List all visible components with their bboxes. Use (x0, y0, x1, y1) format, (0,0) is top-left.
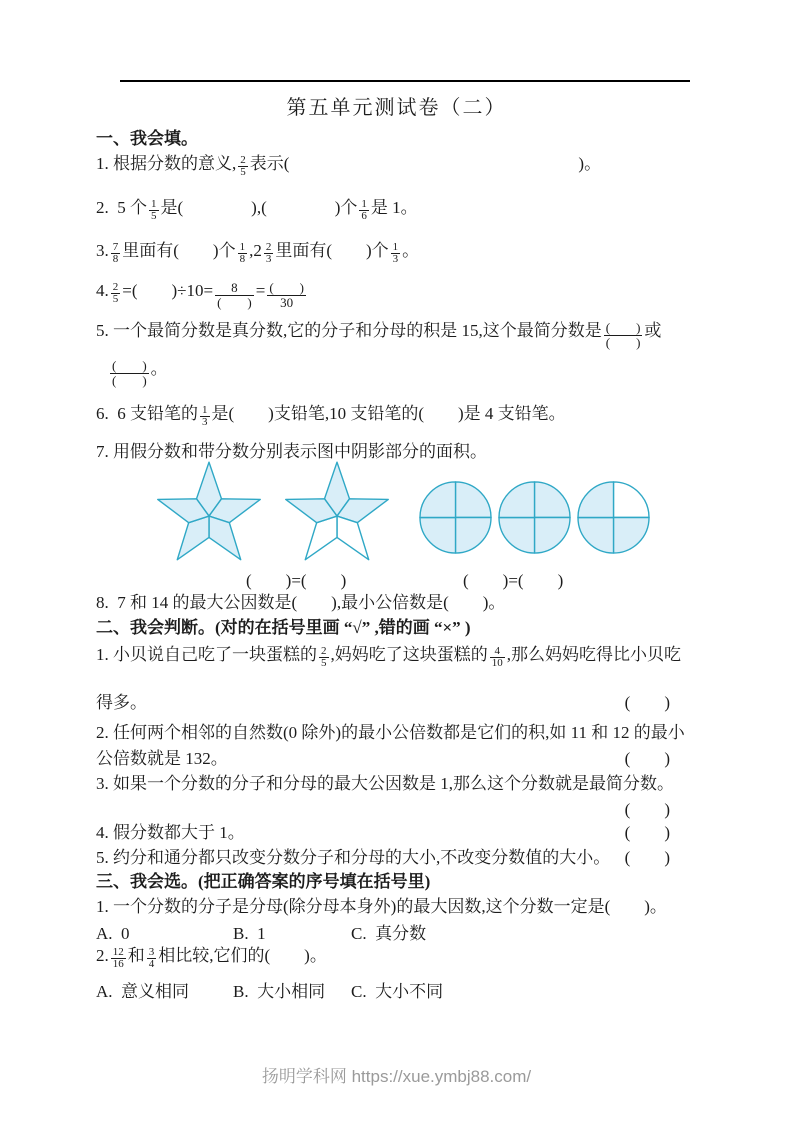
fraction (391, 242, 401, 266)
fraction (264, 242, 274, 266)
fraction-denominator: 3 (392, 253, 399, 266)
judge-question-2-line2 (96, 748, 700, 769)
fill-question-6 (96, 403, 700, 429)
question-text: 2. 5 个 (96, 198, 147, 217)
fraction-numerator: ( ) (269, 280, 305, 296)
option-b: B. 大小相同 (233, 982, 326, 1001)
question-text: 1. 一个分数的分子是分母(除分母本身外)的最大因数,这个分数一定是( )。 (96, 897, 667, 916)
question-text: 2. (96, 946, 109, 965)
fraction-numerator: 3 (148, 945, 155, 958)
fraction-denominator: 30 (280, 295, 294, 311)
circle-quarter (578, 518, 614, 554)
fraction-numerator: 1 (239, 240, 246, 253)
fraction-denominator: ( ) (112, 373, 147, 389)
fraction-denominator: 8 (112, 253, 119, 266)
question-text: 里面有( )个 (275, 241, 389, 260)
fraction-denominator: ( ) (605, 335, 641, 351)
fill-question-2 (96, 197, 700, 223)
fraction-denominator: 3 (265, 253, 272, 266)
question-text: 5. 一个最简分数是真分数,它的分子和分母的积是 15,这个最简分数是 (96, 321, 602, 340)
question-text: 6. 6 支铅笔的 (96, 404, 198, 423)
fraction-denominator: 6 (361, 210, 367, 223)
circle-quarter (420, 518, 456, 554)
question-text: ,那么妈妈吃得比小贝吃 (506, 645, 681, 664)
question-text: 是( ),( )个 (160, 198, 358, 217)
fill-question-5-line1 (96, 320, 700, 350)
answer-bracket: ( ) (624, 848, 670, 867)
question-text: = (255, 281, 266, 300)
judge-question-1-line2 (96, 692, 700, 713)
question-text: 4. (96, 281, 109, 300)
fraction (215, 281, 254, 309)
judge-question-5 (96, 847, 700, 868)
answer-bracket: ( ) (624, 800, 670, 819)
fraction (200, 405, 210, 429)
choice-question-2-options (96, 981, 700, 1002)
choice-question-1 (96, 896, 700, 917)
fraction-numerator: 7 (112, 240, 119, 253)
fraction (604, 321, 643, 349)
question-text: ,妈妈吃了这块蛋糕的 (330, 645, 488, 664)
fraction-numerator: 1 (361, 197, 367, 210)
option-c: C. 真分数 (351, 924, 427, 943)
fraction-numerator: 12 (112, 945, 124, 958)
fill-question-8 (96, 592, 700, 613)
question-text: =( )÷10= (122, 281, 214, 300)
fraction-numerator: 2 (321, 644, 327, 657)
star-part (305, 516, 337, 560)
option-a: A. 0 (96, 924, 130, 943)
circle-quarter (578, 482, 614, 518)
circles-answer-blanks: ( )=( ) (463, 571, 564, 590)
fraction-numerator: ( ) (605, 320, 641, 336)
question-text: 是 1。 (370, 198, 418, 217)
question-text: 。 (402, 241, 420, 260)
fraction-denominator: 3 (202, 416, 208, 429)
question-text: 公倍数就是 132。 (96, 749, 228, 768)
fraction-numerator: 1 (392, 240, 399, 253)
question-text: 3. (96, 241, 109, 260)
stars-answer-blanks: ( )=( ) (246, 571, 347, 590)
fill-question-5-line2 (96, 358, 700, 388)
fraction-numerator: 2 (240, 153, 246, 166)
circle-quarter (456, 482, 492, 518)
question-text: 是( )支铅笔,10 支铅笔的( )是 4 支铅笔。 (211, 404, 566, 423)
fraction-numerator: 1 (202, 403, 208, 416)
star-part (177, 516, 209, 560)
fraction-denominator: 5 (112, 293, 119, 306)
question-text: 1. 根据分数的意义, (96, 154, 237, 173)
circle-figure-2 (497, 480, 572, 555)
page-title: 第五单元测试卷（二） (286, 97, 507, 119)
fill-question-4 (96, 280, 700, 310)
question-text: 4. 假分数都大于 1。 (96, 823, 245, 842)
circle-quarter (614, 482, 650, 518)
fraction-denominator: 4 (148, 958, 155, 971)
circle-quarter (535, 482, 571, 518)
star-figure-2 (276, 460, 398, 562)
question-text: 表示( )。 (249, 154, 602, 173)
fraction-numerator: 1 (151, 197, 157, 210)
option-b: B. 1 (233, 924, 266, 943)
fraction-numerator: 2 (265, 240, 272, 253)
star-part (209, 516, 241, 560)
section3-heading: 三、我会选。(把正确答案的序号填在括号里) (96, 872, 431, 891)
fraction (238, 242, 248, 266)
question-text: 相比较,它们的( )。 (158, 946, 327, 965)
circle-figure-1 (418, 480, 493, 555)
fraction-numerator: 4 (490, 646, 505, 659)
question-text: 3. 如果一个分数的分子和分母的最大公因数是 1,那么这个分数就是最简分数。 (96, 774, 674, 793)
choice-question-2 (96, 945, 700, 971)
fraction (111, 242, 121, 266)
judge-question-3-line2 (96, 799, 700, 820)
judge-question-2-line1 (96, 722, 700, 743)
circle-quarter (535, 518, 571, 554)
fraction-denominator: ( ) (217, 295, 252, 311)
circle-quarter (420, 482, 456, 518)
fraction-figures (148, 460, 651, 562)
question-text: 2. 任何两个相邻的自然数(0 除外)的最小公倍数都是它们的积,如 11 和 12 的最小 (96, 723, 685, 742)
answer-bracket: ( ) (624, 693, 670, 712)
star-figure-1 (148, 460, 270, 562)
circle-figures (414, 480, 651, 555)
fraction-denominator: 5 (151, 210, 157, 223)
fraction-denominator: 5 (321, 657, 327, 670)
fill-question-3 (96, 240, 700, 266)
question-text: 或 (644, 321, 662, 340)
circle-quarter (614, 518, 650, 554)
fraction (147, 947, 157, 971)
fraction (110, 359, 149, 387)
question-text: 和 (127, 946, 145, 965)
choice-question-1-options (96, 923, 700, 944)
section1-heading: 一、我会填。 (96, 129, 198, 148)
question-text: 7. 用假分数和带分数分别表示图中阴影部分的面积。 (96, 442, 487, 461)
question-text: 5. 约分和通分都只改变分数分子和分母的大小,不改变分数值的大小。 (96, 848, 611, 867)
fraction-numerator: 8 (215, 281, 254, 296)
question-text: 得多。 (96, 693, 147, 712)
star-part (337, 516, 369, 560)
footer-link[interactable]: 扬明学科网 https://xue.ymbj88.com/ (261, 1067, 532, 1086)
option-a: A. 意义相同 (96, 982, 190, 1001)
header-rule (120, 80, 690, 82)
judge-question-3-line1 (96, 773, 700, 794)
circle-quarter (499, 518, 535, 554)
option-c: C. 大小不同 (351, 982, 444, 1001)
fraction (149, 199, 159, 223)
answer-bracket: ( ) (624, 749, 670, 768)
fraction-numerator: ( ) (112, 358, 147, 374)
fill-question-1 (96, 153, 700, 179)
circle-quarter (499, 482, 535, 518)
question-text: ,2 (249, 241, 262, 260)
fraction (359, 199, 369, 223)
answer-bracket: ( ) (624, 823, 670, 842)
fraction (267, 281, 306, 309)
section2-heading: 二、我会判断。(对的在括号里画 “√” ,错的画 “×” ) (96, 618, 471, 637)
fraction-denominator: 8 (239, 253, 246, 266)
fraction (490, 646, 505, 670)
circle-figure-3 (576, 480, 651, 555)
fraction (319, 646, 329, 670)
fraction (111, 282, 121, 306)
circle-quarter (456, 518, 492, 554)
judge-question-4 (96, 822, 700, 843)
fraction (111, 947, 126, 971)
judge-question-1-line1 (96, 644, 700, 670)
question-text: 1. 小贝说自己吃了一块蛋糕的 (96, 645, 317, 664)
question-text: 。 (150, 359, 168, 378)
fraction-denominator: 16 (112, 958, 124, 971)
question-text: 里面有( )个 (122, 241, 236, 260)
fraction-denominator: 10 (491, 657, 503, 670)
fraction (238, 155, 248, 179)
fraction-denominator: 5 (240, 166, 246, 179)
fraction-numerator: 2 (112, 280, 119, 293)
question-text: 8. 7 和 14 的最大公因数是( ),最小公倍数是( )。 (96, 593, 506, 612)
footer (0, 1062, 793, 1087)
